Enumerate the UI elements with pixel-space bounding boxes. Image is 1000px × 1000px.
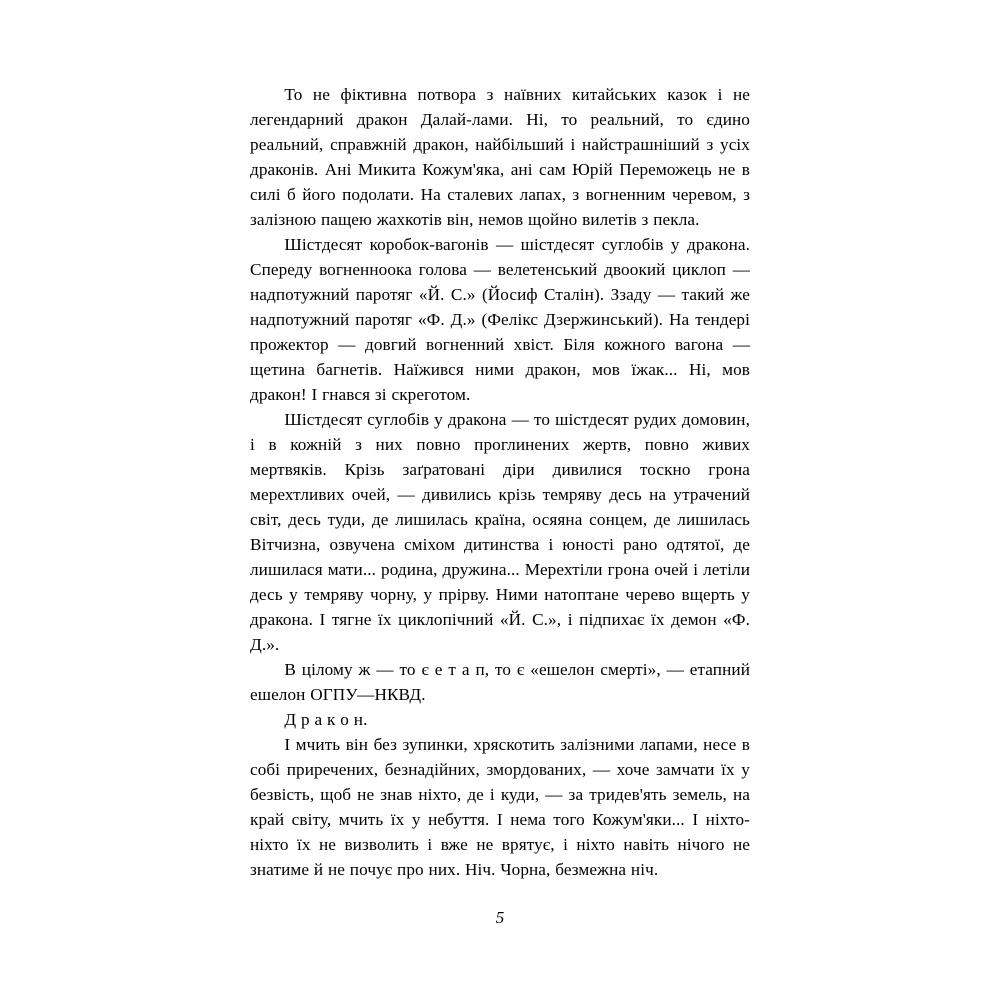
paragraph: Шістдесят суглобів у дракона — то шістдесят рудих домовин, і в кожній з них повно проглинених жертв, повно живих мертвяків. Крізь заґратовані діри дивилися тоскно грона мерехтливих очей, — дивились крізь темряву десь на утрачений світ, десь туди, де лишилась країна, осяяна сонцем, де лишилась Вітчизна, озвучена сміхом дитинства і юності рано одтятої, де лишилася мати... родина, дружина... Мерехтіли грона очей і летіли десь у темряву чорну, у прірву. Ними натоптане черево вщерть у дракона. І тягне їх циклопічний «Й. С.», і підпихає їх демон «Ф. Д.». — [250, 410, 750, 655]
paragraph: То не фіктивна потвора з наївних китайських казок і не легендарний дракон Далай-лами. Ні, то реальний, то єдино реальний, справжній дракон, найбільший і найстрашніший з усіх драконів. Ані Микита Кожум'яка, ані сам Юрій Переможець не в силі б його подолати. На сталевих лапах, з вогненним черевом, з залізною пащею жахкотів він, немов щойно вилетів з пекла. — [250, 85, 750, 230]
paragraph: В цілому ж — то є е т а п, то є «ешелон смерті», — етапний ешелон ОГПУ—НКВД. — [250, 660, 750, 705]
paragraph: Шістдесят коробок-вагонів — шістдесят суглобів у дракона. Спереду вогненноока голова — велетенський двоокий циклоп — надпотужний паротяг «Й. С.» (Йосиф Сталін). Ззаду — такий же надпотужний паротяг «Ф. Д.» (Фелікс Дзержинський). На тендері прожектор — довгий вогненний хвіст. Біля кожного вагона — щетина багнетів. Наїжився ними дракон, мов їжак... Ні, мов дракон! І гнався зі скреготом. — [250, 235, 750, 405]
body-text-column — [250, 82, 750, 883]
page-number: 5 — [495, 908, 505, 927]
paragraph: Д р а к о н. — [284, 710, 368, 730]
paragraph: І мчить він без зупинки, хряскотить залізними лапами, несе в собі приречених, безнадійних, змордованих, — хоче замчати їх у безвість, щоб не знав ніхто, де і куди, — за тридев'ять земель, на край світу, мчить їх у небуття. І нема того Кожум'яки... І ніхто-ніхто їх не визволить і вже не врятує, і ніхто навіть нічого не знатиме й не почує про них. Ніч. Чорна, безмежна ніч. — [250, 735, 750, 880]
